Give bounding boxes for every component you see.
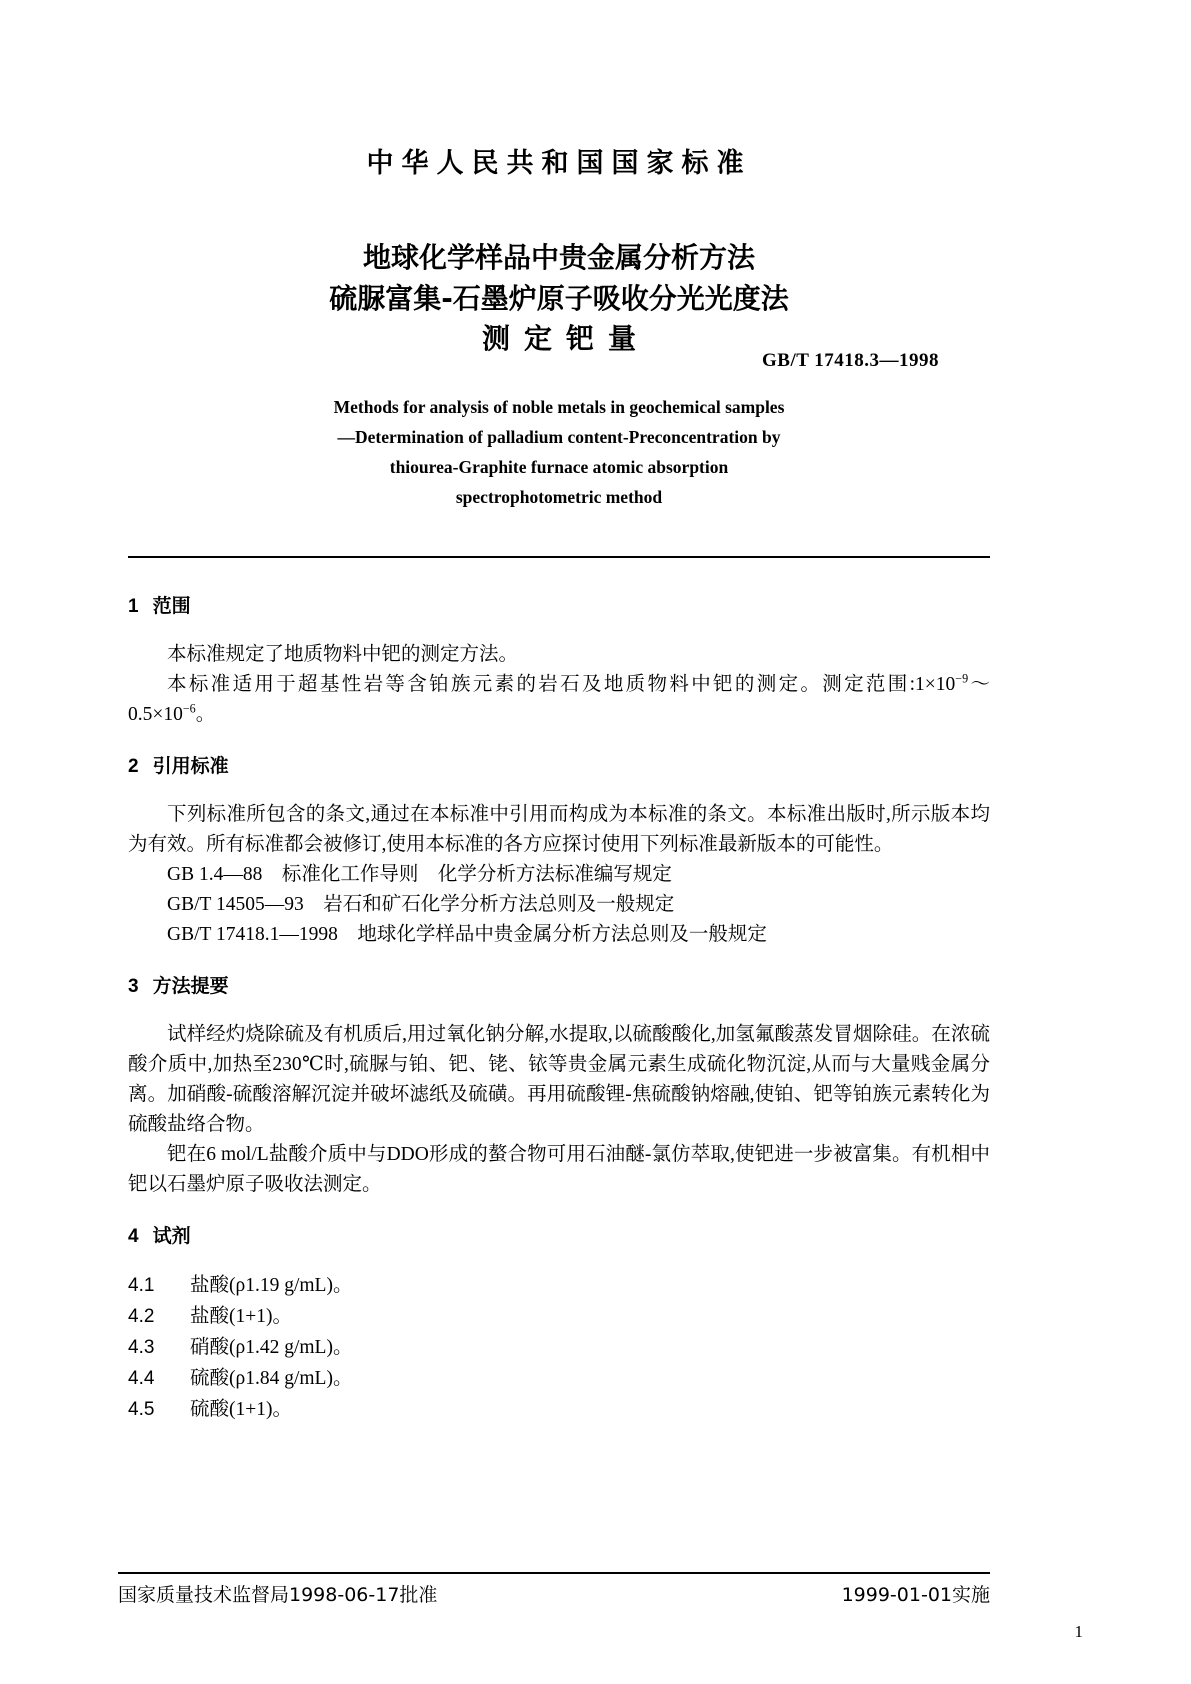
title-block (128, 238, 990, 360)
section1-paragraph-2 (128, 670, 990, 730)
reagent-item (128, 1332, 990, 1363)
range-text-mid: ～0.5× (128, 673, 990, 725)
section-number-1: 1 (128, 596, 139, 617)
section-title-1: 范围 (152, 595, 191, 617)
referenced-standard-3: GB/T 17418.1—1998 地球化学样品中贵金属分析方法总则及一般规定 (167, 923, 767, 945)
document-body (128, 596, 990, 1425)
reagent-text: 盐酸(ρ1.19 g/mL)。 (190, 1274, 353, 1296)
section-title-4: 试剂 (152, 1224, 191, 1247)
range-text-pre: 本标准适用于超基性岩等含铂族元素的岩石及地质物料中钯的测定。测定范围:1×10 (167, 673, 956, 695)
section2-paragraph-1: 下列标准所包含的条文,通过在本标准中引用而构成为本标准的条文。本标准出版时,所示版本均为有效。所有标准都会被修订,使用本标准的各方应探讨使用下列标准最新版本的可能性。 (128, 803, 990, 855)
reagent-text: 硫酸(ρ1.84 g/mL)。 (190, 1367, 353, 1389)
range-text-end: 。 (195, 703, 216, 725)
english-title-block (128, 392, 990, 512)
range-base-2: 10 (163, 703, 183, 725)
nation-title: 中华人民共和国国家标准 (366, 148, 752, 179)
reagent-text: 硫酸(1+1)。 (190, 1398, 292, 1420)
page-footer (118, 1580, 990, 1607)
section-number-4: 4 (128, 1225, 139, 1247)
header-divider (128, 556, 990, 558)
range-exponent-2: −6 (182, 701, 196, 716)
range-exponent-1: −9 (955, 671, 969, 686)
standard-number: GB/T 17418.3—1998 (762, 350, 940, 371)
section-heading-4 (128, 1226, 990, 1248)
english-title-line-4: spectrophotometric method (455, 487, 663, 507)
reagent-text: 硝酸(ρ1.42 g/mL)。 (190, 1336, 353, 1358)
implementation-date: 1999-01-01实施 (841, 1584, 990, 1606)
chinese-title-line-2: 硫脲富集-石墨炉原子吸收分光光度法 (329, 281, 789, 315)
reagent-item (128, 1394, 990, 1425)
reagent-item (128, 1363, 990, 1394)
english-title-line-1: Methods for analysis of noble metals in geochemical samples (333, 397, 785, 417)
reagent-number: 4.3 (128, 1336, 155, 1358)
footer-divider (118, 1572, 990, 1574)
section-heading-2 (128, 756, 990, 778)
section-number-2: 2 (128, 755, 139, 777)
referenced-standard-2: GB/T 14505—93 岩石和矿石化学分析方法总则及一般规定 (167, 893, 675, 915)
chinese-title-line-1: 地球化学样品中贵金属分析方法 (362, 241, 755, 274)
approval-statement: 国家质量技术监督局1998-06-17批准 (118, 1584, 438, 1606)
section-title-3: 方法提要 (152, 974, 229, 997)
section3-paragraph-1: 试样经灼烧除硫及有机质后,用过氧化钠分解,水提取,以硫酸酸化,加氢氟酸蒸发冒烟除硅。在浓硫酸介质中,加热至230℃时,硫脲与铂、钯、铑、铱等贵金属元素生成硫化物沉淀,从而与大量贱金属分离。加硝酸-硫酸溶解沉淀并破坏滤纸及硫磺。再用硫酸锂-焦硫酸钠熔融,使铂、钯等铂族元素转化为硫酸盐络合物。 (128, 1023, 990, 1135)
section1-paragraph-1: 本标准规定了地质物料中钯的测定方法。 (167, 643, 519, 665)
english-title-line-3: thiourea-Graphite furnace atomic absorption (389, 457, 729, 477)
reagent-item (128, 1301, 990, 1332)
page-number: 1 (1074, 1622, 1083, 1641)
chinese-title-line-3: 测定钯量 (481, 322, 650, 356)
reagent-number: 4.1 (128, 1274, 155, 1296)
reagent-number: 4.2 (128, 1305, 155, 1327)
section-heading-1 (128, 596, 990, 618)
masthead (128, 148, 990, 180)
reagent-number: 4.4 (128, 1367, 155, 1389)
reagent-text: 盐酸(1+1)。 (190, 1305, 292, 1327)
section-number-3: 3 (128, 975, 139, 997)
referenced-standard-1: GB 1.4—88 标准化工作导则 化学分析方法标准编写规定 (167, 863, 672, 885)
reagent-number: 4.5 (128, 1398, 155, 1420)
section3-paragraph-2: 钯在6 mol/L盐酸介质中与DDO形成的螯合物可用石油醚-氯仿萃取,使钯进一步被富集。有机相中钯以石墨炉原子吸收法测定。 (128, 1143, 990, 1195)
english-title-line-2: —Determination of palladium content-Preconcentration by (337, 427, 781, 447)
section-title-2: 引用标准 (152, 754, 229, 777)
section-heading-3 (128, 976, 990, 998)
reagent-item (128, 1270, 990, 1301)
